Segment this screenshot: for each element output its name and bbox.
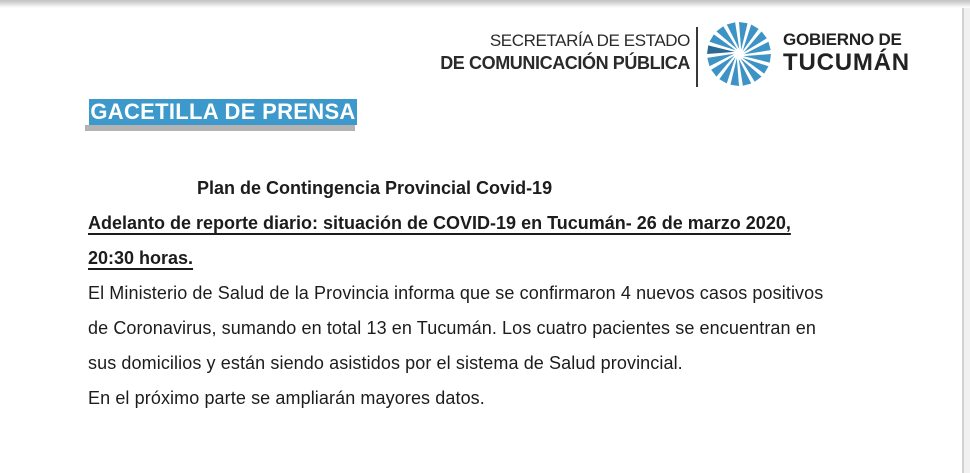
document-subtitle-line-2: 20:30 horas. (88, 248, 194, 268)
gobierno-line1: GOBIERNO DE (783, 30, 902, 49)
gacetilla-banner-shadow (85, 125, 355, 131)
secretaria-line1: SECRETARÍA DE ESTADO (489, 31, 690, 50)
tucuman-pinwheel-logo-icon (705, 20, 773, 88)
document-title: Plan de Contingencia Provincial Covid-19 (197, 178, 553, 198)
gobierno-text-block (783, 29, 910, 75)
document-subtitle-line-1: Adelanto de reporte diario: situación de COVID-19 en Tucumán- 26 de marzo 2020, (88, 213, 791, 233)
letterhead (0, 0, 970, 95)
document-body (88, 171, 928, 416)
header-divider (696, 27, 698, 87)
gacetilla-banner (89, 99, 357, 125)
body-text-line: de Coronavirus, sumando en total 13 en Tucumán. Los cuatro pacientes se encuentran en (88, 318, 816, 338)
secretaria-line2: DE COMUNICACIÓN PÚBLICA (440, 53, 690, 73)
body-text-line: En el próximo parte se ampliarán mayores datos. (88, 388, 485, 408)
body-text-line: sus domicilios y están siendo asistidos por el sistema de Salud provincial. (88, 353, 683, 373)
body-text-line: El Ministerio de Salud de la Provincia informa que se confirmaron 4 nuevos casos positivos (88, 283, 824, 303)
gacetilla-banner-label: GACETILLA DE PRENSA (90, 99, 356, 124)
gobierno-line2: TUCUMÁN (783, 49, 910, 76)
secretaria-text-block (440, 30, 690, 74)
